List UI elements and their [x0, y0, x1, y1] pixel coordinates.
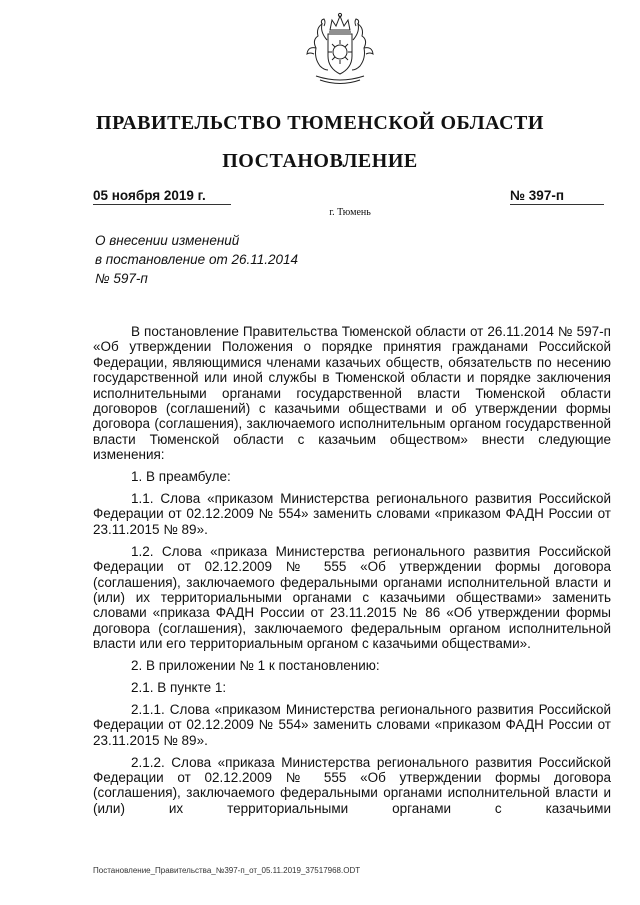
- document-subject: [95, 231, 355, 288]
- document-date: 05 ноября 2019 г.: [93, 188, 231, 205]
- body-paragraph: 1.1. Слова «приказом Министерства регионального развития Российской Федерации от 02.12.2009 № 554» заменить словами «приказом ФАДН России от 23.11.2015 № 89».: [93, 491, 611, 537]
- body-paragraph: 1. В преамбуле:: [131, 469, 231, 485]
- government-title: ПРАВИТЕЛЬСТВО ТЮМЕНСКОЙ ОБЛАСТИ: [96, 112, 544, 134]
- document-number: № 397-п: [510, 188, 604, 205]
- body-paragraph: 2. В приложении № 1 к постановлению:: [131, 658, 380, 674]
- body-paragraph: 2.1.2. Слова «приказа Министерства регионального развития Российской Федерации от 02.12.2009 № 555 «Об утверждении формы договора (соглашения), заключаемого федеральными органами исполнительной власти и (или) их территориальными органами с казачьими: [93, 754, 611, 816]
- body-paragraph: 2.1.1. Слова «приказом Министерства регионального развития Российской Федерации от 02.12.2009 № 554» заменить словами «приказом ФАДН России от 23.11.2015 № 89».: [93, 701, 611, 748]
- subject-line: О внесении изменений: [95, 233, 240, 248]
- footer-filename: Постановление_Правительства_№397-п_от_05.11.2019_37517968.ODT: [93, 866, 361, 875]
- coat-of-arms-emblem: [298, 10, 382, 94]
- document-body: [93, 324, 611, 823]
- city-name: г. Тюмень: [329, 207, 371, 218]
- body-paragraph: В постановление Правительства Тюменской области от 26.11.2014 № 597-п «Об утверждении Положения о порядке принятия гражданами Российской Федерации, являющимися членами казачьих обществ, обязательств по несению государственной или иной службы в Тюменской области и порядке заключения исполнительными органами государственной власти Тюменской области договоров (соглашений) с казачьими обществами и об утверждении формы договора (соглашения), заключаемого исполнительным органом государственной власти Тюменской области с казачьим обществом» внести следующие изменения:: [93, 324, 611, 463]
- body-paragraph: 1.2. Слова «приказа Министерства регионального развития Российской Федерации от 02.12.2009 № 555 «Об утверждении формы договора (соглашения), заключаемого федеральными органами исполнительной власти и (или) их территориальными органами с казачьими обществами» заменить словами «приказа ФАДН России от 23.11.2015 № 86 «Об утверждении формы договора (соглашения), заключаемого федеральным органом исполнительной власти или его территориальным органом с казачьими обществами».: [93, 543, 611, 652]
- body-paragraph: 2.1. В пункте 1:: [131, 680, 227, 696]
- document-type: ПОСТАНОВЛЕНИЕ: [222, 150, 418, 172]
- subject-line: № 597-п: [95, 271, 148, 286]
- subject-line: в постановление от 26.11.2014: [95, 252, 299, 267]
